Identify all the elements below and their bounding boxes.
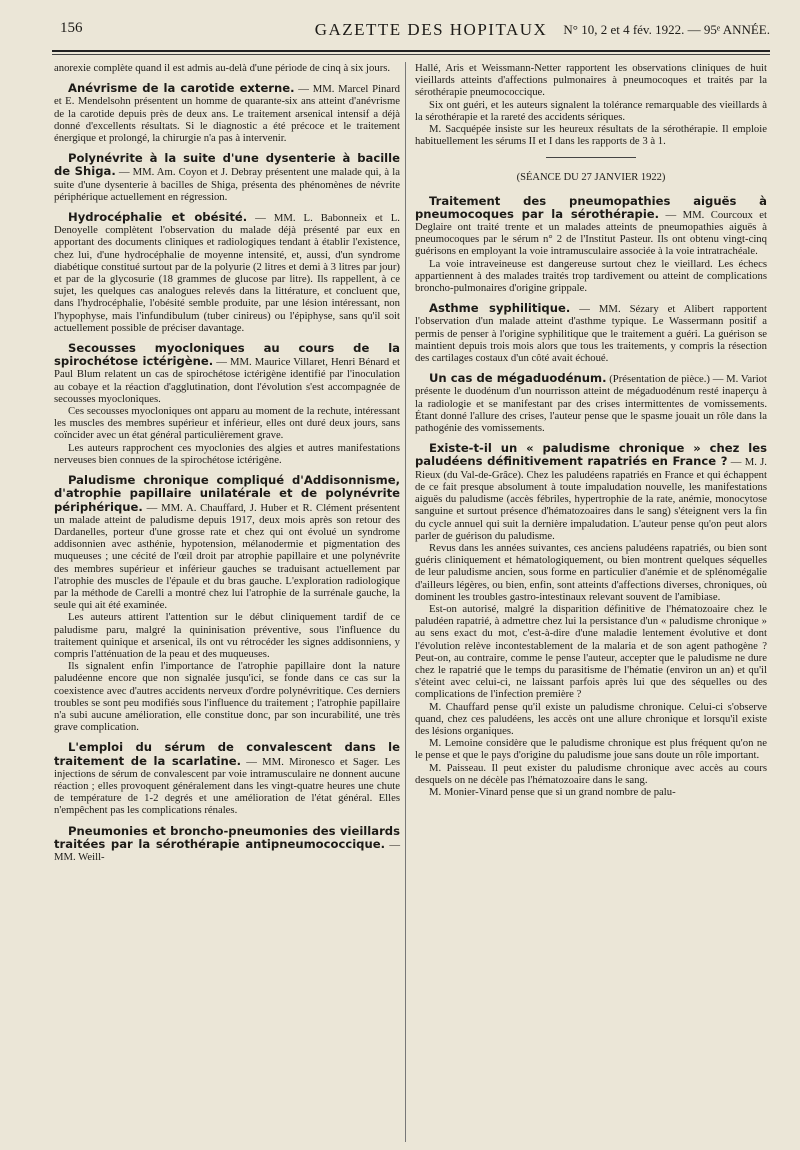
right-article-1 xyxy=(415,302,767,364)
article-paragraph: M. Chauffard pense qu'il existe un paludisme chronique. Celui-ci s'observe quand, chez ces paludéens, les accès ont une allure chronique et lorsqu'il existe des lésions organiques. xyxy=(415,700,767,737)
article-title: Asthme syphilitique. xyxy=(429,301,571,316)
left-article-5 xyxy=(54,741,400,816)
article-title: Traitement des pneumopathies aiguës à pneumocoques par la sérothérapie. xyxy=(415,193,767,221)
column-divider xyxy=(405,62,406,1142)
article-body: — MM. Maurice Villaret, Henri Bénard et Paul Blum relatent un cas de spirochétose ictérigène identifié par l'inoculation au cobaye et la réaction d'agglutination, dont l'évolution s'est accompagnée de secousses myocloniques. xyxy=(54,356,401,405)
article-body: — MM. Mironesco et Sager. Les injections de sérum de convalescent par voie intramusculaire ne donnent aucune réaction ; elles provoquent généralement dans les vingt-quatre heures une chute de température de 1-2 degrés et une amélioration de l'état général. Elles n'empêchent pas les complications rénales. xyxy=(54,755,400,817)
section-rule xyxy=(546,157,636,158)
article-title: Pneumonies et broncho-pneumonies des vieillards traitées par la sérothérapie antipneumococcique. xyxy=(54,823,400,851)
right-column xyxy=(415,62,767,798)
right-article-2 xyxy=(415,372,767,434)
article-paragraph: Ces secousses myocloniques ont apparu au moment de la rechute, intéressant les muscles des membres supérieur et inférieur, elles ont duré deux jours, sans coïncider avec un état général particulièrement grave. xyxy=(54,405,400,442)
header-rule xyxy=(52,50,770,52)
article-paragraph: M. Paisseau. Il peut exister du paludisme chronique avec accès au cours desquels on ne décèle pas l'hématozoaire dans le sang. xyxy=(415,761,767,786)
left-article-4 xyxy=(54,474,400,611)
article-body: — MM. Am. Coyon et J. Debray présentent une malade qui, à la suite d'une dysenterie à bacilles de Shiga, présenta des phénomènes de névrite périphérique actuellement en régression. xyxy=(54,166,400,203)
left-article-6 xyxy=(54,825,400,864)
header-rule-thin xyxy=(52,54,770,55)
page-number: 156 xyxy=(60,20,83,36)
left-column xyxy=(54,62,400,863)
article-body: — MM. Courcoux et Deglaire ont traité trente et un malades atteints de pneumopathies aiguës à pneumocoques par le sérum n° 2 de l'Institut Pasteur. Ils ont obtenu vingt-cinq guérisons en employant la voie intramusculaire associée à la voie intratrachéale. xyxy=(415,208,767,258)
article-body: — MM. A. Chauffard, J. Huber et R. Clément présentent un malade atteint de paludisme depuis 1917, deux mois après son retour des Dardanelles, porteur d'une grosse rate et chez qui ont évolué un syndrome addisonnien avec asthénie, hypotension, mélanodermie et pigmentation des muqueuses ; une cécité de l'œil droit par atrophie papillaire et une polynévrite des membres supérieur et inférieur gauches se traduisant actuellement par l'atrophie des muscles de l'épaule et du bras gauche. L'exploration radiologique par la méthode de Carelli a montré chez lui l'atrophie de la surrénale gauche, la seule qui ait été examinée. xyxy=(54,501,400,612)
article-body: (Présentation de pièce.) — M. Variot présente le duodénum d'un nourrisson atteint de mégaduodénum resté inaperçu à la radiologie et se manifestant par des crises intermittentes de vomissements. Étant donné l'allure des crises, l'auteur pense que le spasme jouait un rôle dans la pathogénie des vomissements. xyxy=(415,373,767,435)
right-intro-1: Six ont guéri, et les auteurs signalent la tolérance remarquable des vieillards à la sérothérapie et la rareté des accidents sériques. xyxy=(415,98,767,123)
left-article-2 xyxy=(54,211,400,334)
article-paragraph: Revus dans les années suivantes, ces anciens paludéens rapatriés, ou bien sont guéris cliniquement et hématologiquement, ou bien montrent quelques séquelles de leur paludisme ancien, sous forme en particulier d'anémie et de splénomégalie d'ailleurs légères, ou bien, enfin, sont atteints d'affections diverses, chroniques, où dominent les troubles gastro-intestinaux relevant souvent de l'amibiase. xyxy=(415,541,767,603)
right-article-0 xyxy=(415,195,767,258)
left-article-1 xyxy=(54,152,400,203)
journal-title: GAZETTE DES HOPITAUX xyxy=(314,20,548,39)
article-paragraph: Ils signalent enfin l'importance de l'atrophie papillaire dont la nature paludéenne encore que non signalée jusqu'ici, se fonde dans ce cas sur la coexistence avec d'autres accidents nerveux d'ordre polynévritique. Ces derniers troubles se sont peu modifiés sous l'influence du traitement ; l'atrophie papillaire n'a subi aucune amélioration, elle constitue donc, par son incurabilité, une très grave complication. xyxy=(54,660,400,734)
left-article-0 xyxy=(54,82,400,144)
article-paragraph: M. Lemoine considère que le paludisme chronique est plus fréquent qu'on ne le pense et que le pays d'origine du paludisme joue sans doute un rôle important. xyxy=(415,737,767,762)
right-article-3 xyxy=(415,442,767,542)
right-intro-2: M. Sacquépée insiste sur les heureux résultats de la sérothérapie. Il emploie habituellement les sérums II et I dans les rapports de 3 à 1. xyxy=(415,123,767,148)
article-paragraph: Est-on autorisé, malgré la disparition définitive de l'hématozoaire chez le paludéen rapatrié, à admettre chez lui la persistance d'un « paludisme chronique » au sens exact du mot, c'est-à-dire d'une maladie lentement évolutive et dont l'évolution relève incontestablement de la malaria et de son agent pathogène ? Peut-on, au contraire, comme le pense l'auteur, accepter que le paludisme ne dure chez le rapatrié que le temps du parasitisme de l'hématie (environ un an) et qu'il s'éteint avec celui-ci, ne laissant parfois après lui que des séquelles ou des complications de l'infection première ? xyxy=(415,602,767,701)
article-title: Un cas de mégaduodénum. xyxy=(429,371,607,386)
article-body: — MM. Weill- xyxy=(54,838,401,863)
article-title: Paludisme chronique compliqué d'Addisonnisme, d'atrophie papillaire unilatérale et de polynévrite périphérique. xyxy=(54,473,400,514)
article-paragraph: M. Monier-Vinard pense que si un grand nombre de palu- xyxy=(429,785,676,798)
article-title: Anévrisme de la carotide externe. xyxy=(68,81,295,96)
article-body: — MM. Sézary et Alibert rapportent l'observation d'un malade atteint d'asthme typique. Le Wassermann positif a permis de penser à l'origine syphilitique que le traitement a guéri. La guérison se maintient depuis trois mois alors que tous les traitements, y compris la résection des cartilages costaux d'un côté avait échoué. xyxy=(415,303,767,365)
article-paragraph: Les auteurs attirent l'attention sur le début cliniquement tardif de ce paludisme paru, malgré la quininisation préventive, sous l'influence du traitement quinique et arsenical, ils ont vu rétrocéder les signes addisonniens, y compris l'atténuation de la peau et des muqueuses. xyxy=(54,611,400,660)
left-article-3 xyxy=(54,342,400,405)
article-body: — MM. L. Babonneix et L. Denoyelle complètent l'observation du malade déjà présenté par eux en apportant des documents cliniques et radiologiques tendant à établir l'existence, chez lui, d'une hydrocéphalie de moyenne intensité, et, aussi, d'un syndrome diabétique constitué surtout par de la polyurie (2 litres et demi à 3 litres par jour) et par de la glycosurie (18 grammes de glucose par litre). Ils rappellent, à ce sujet, les quelques cas analogues relevés dans la littérature, et concluent que, dans l'hydrocéphalie, l'obésité semble produite, par une lésion intéressant, non l'hypophyse, mais l'infundibulum (tuber cinireus) ou l'épiphyse, sans qu'il soit actuellement possible de préciser davantage. xyxy=(54,212,400,334)
article-body: — MM. Marcel Pinard et E. Mendelsohn présentent un homme de quarante-six ans atteint d'anévrisme de la carotide depuis près de deux ans. Le traitement arsenical intensif a déjà donné d'excellents résultats. Si le diagnostic a été précoce et le traitement énergique et prolongé, la chirurgie n'a pas à intervenir. xyxy=(54,83,400,145)
article-title: Secousses myocloniques au cours de la spirochétose ictérigène. xyxy=(54,341,400,369)
article-title: L'emploi du sérum de convalescent dans le traitement de la scarlatine. xyxy=(54,740,400,768)
seance-heading: (SÉANCE DU 27 JANVIER 1922) xyxy=(516,172,666,184)
right-intro-0: Hallé, Aris et Weissmann-Netter rapportent les observations cliniques de huit vieillards atteints d'affections pulmonaires à pneumocoques et traités par la sérothérapie pneumococcique. xyxy=(415,62,767,99)
article-body: — M. J. Rieux (du Val-de-Grâce). Chez les paludéens rapatriés en France et qui échappent de ce fait presque absolument à toute impaludation nouvelle, les manifestations aiguës du paludisme (accès fébriles, hypertrophie de la rate, anémie, monocytose sanguine et surtout présence d'hématozoaires dans le sang) s'éteignent vers la fin du cycle annuel qui suit la dernière impaludation. L'auteur pense qu'on peut alors parler de guérison du paludisme. xyxy=(415,456,767,542)
issue-info: N° 10, 2 et 4 fév. 1922. — 95ᵉ ANNÉE. xyxy=(563,22,770,37)
left-intro: anorexie complète quand il est admis au-delà d'une période de cinq à six jours. xyxy=(54,62,391,74)
article-paragraph: Les auteurs rapprochent ces myoclonies des algies et autres manifestations nerveuses bien connues de la spirochétose ictérigène. xyxy=(54,441,400,466)
article-paragraph: La voie intraveineuse est dangereuse surtout chez le vieillard. Les échecs appartiennent à des malades traités trop tardivement ou atteint de complications broncho-pulmonaires d'origine grippale. xyxy=(415,257,767,295)
article-title: Hydrocéphalie et obésité. xyxy=(68,210,248,225)
article-title: Existe-t-il un « paludisme chronique » chez les paludéens définitivement rapatriés en France ? xyxy=(415,441,767,469)
page-header xyxy=(52,18,770,48)
article-title: Polynévrite à la suite d'une dysenterie à bacille de Shiga. xyxy=(54,151,400,179)
